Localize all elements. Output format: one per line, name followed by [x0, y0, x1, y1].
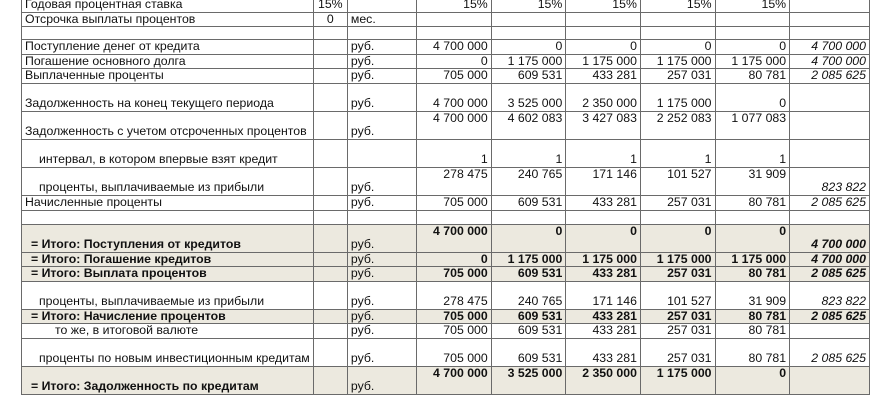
- period-1-cell[interactable]: [417, 12, 492, 27]
- total-cell[interactable]: 4 700 000: [790, 224, 870, 252]
- period-1-cell[interactable]: 0: [417, 252, 492, 267]
- initial-value-cell[interactable]: [313, 309, 347, 324]
- period-5-cell[interactable]: 80 781: [715, 267, 790, 282]
- period-4-cell[interactable]: 101 527: [640, 281, 715, 309]
- period-5-cell[interactable]: 0: [715, 40, 790, 55]
- row-label: = Итого: Выплата процентов: [31, 266, 207, 281]
- period-5-cell[interactable]: [715, 27, 790, 40]
- unit-cell[interactable]: [347, 27, 416, 40]
- period-3-cell[interactable]: 171 146: [566, 281, 641, 309]
- period-2-cell[interactable]: 1 175 000: [491, 252, 566, 267]
- row-label: проценты, выплачиваемые из прибыли: [39, 294, 265, 309]
- period-3-cell[interactable]: 171 146: [566, 167, 641, 195]
- initial-value-cell[interactable]: [313, 195, 347, 210]
- period-1-cell[interactable]: 705 000: [417, 338, 492, 366]
- period-4-cell[interactable]: 1 175 000: [640, 366, 715, 394]
- initial-value-cell[interactable]: [313, 167, 347, 195]
- unit-cell[interactable]: руб.: [347, 309, 416, 324]
- period-2-cell[interactable]: 0: [491, 40, 566, 55]
- total-cell[interactable]: [790, 111, 870, 139]
- period-3-cell[interactable]: [566, 12, 641, 27]
- initial-value-cell[interactable]: [313, 210, 347, 224]
- initial-value-cell[interactable]: [313, 139, 347, 167]
- row-label: Задолженность на конец текущего периода: [25, 96, 274, 111]
- total-loan-proceeds-row: [22, 224, 870, 252]
- period-5-cell[interactable]: 1: [715, 139, 790, 167]
- same-in-total-currency-row: [22, 324, 870, 339]
- row-label-cell[interactable]: [22, 83, 314, 111]
- row-label-cell[interactable]: [22, 281, 314, 309]
- period-5-cell[interactable]: 80 781: [715, 338, 790, 366]
- period-2-cell[interactable]: 609 531: [491, 324, 566, 339]
- row-label-cell[interactable]: [22, 167, 314, 195]
- period-5-cell[interactable]: 0: [715, 83, 790, 111]
- row-label: Погашение основного долга: [25, 54, 186, 68]
- period-3-cell[interactable]: [566, 27, 641, 40]
- period-5-cell[interactable]: 0: [715, 224, 790, 252]
- period-3-cell[interactable]: 1 175 000: [566, 54, 641, 69]
- period-4-cell[interactable]: 0: [640, 224, 715, 252]
- row-label-cell[interactable]: [22, 338, 314, 366]
- row-label: = Итого: Поступления от кредитов: [31, 236, 241, 251]
- total-debt-row: [22, 366, 870, 394]
- unit-cell[interactable]: руб.: [347, 69, 416, 84]
- row-label-cell[interactable]: [22, 27, 314, 40]
- row-label: = Итого: Погашение кредитов: [31, 252, 212, 266]
- total-cell[interactable]: 2 085 625: [790, 195, 870, 210]
- total-cell[interactable]: [790, 0, 870, 12]
- row-label: Начисленные проценты: [25, 195, 162, 209]
- period-3-cell[interactable]: 2 350 000: [566, 366, 641, 394]
- period-3-cell[interactable]: 433 281: [566, 195, 641, 210]
- row-label-cell[interactable]: [22, 0, 314, 12]
- unit-cell[interactable]: руб.: [347, 324, 416, 339]
- annual-rate-row: [22, 0, 870, 12]
- period-5-cell[interactable]: 0: [715, 366, 790, 394]
- unit-cell[interactable]: руб.: [347, 224, 416, 252]
- unit-cell[interactable]: руб.: [347, 366, 416, 394]
- period-2-cell[interactable]: 240 765: [491, 167, 566, 195]
- initial-value-cell[interactable]: [313, 83, 347, 111]
- period-1-cell[interactable]: 4 700 000: [417, 111, 492, 139]
- period-5-cell[interactable]: 80 781: [715, 195, 790, 210]
- row-label-cell[interactable]: [22, 40, 314, 55]
- row-label: интервал, в котором впервые взят кредит: [39, 152, 278, 167]
- row-label-cell[interactable]: [22, 267, 314, 282]
- period-1-cell[interactable]: 705 000: [417, 69, 492, 84]
- period-2-cell[interactable]: 240 765: [491, 281, 566, 309]
- period-4-cell[interactable]: 257 031: [640, 267, 715, 282]
- debt-end-of-period-row: [22, 83, 870, 111]
- total-cell[interactable]: [790, 27, 870, 40]
- row-label-cell[interactable]: [22, 54, 314, 69]
- row-label: то же, в итоговой валюте: [55, 323, 199, 338]
- interest-from-profit-row-2: [22, 281, 870, 309]
- period-3-cell[interactable]: 0: [566, 40, 641, 55]
- period-4-cell[interactable]: 15%: [640, 0, 715, 12]
- period-4-cell[interactable]: 2 252 083: [640, 111, 715, 139]
- total-loan-repayment-row: [22, 252, 870, 267]
- period-2-cell[interactable]: 15%: [491, 0, 566, 12]
- period-4-cell[interactable]: 257 031: [640, 309, 715, 324]
- period-4-cell[interactable]: 257 031: [640, 195, 715, 210]
- accrued-interest-row: [22, 195, 870, 210]
- initial-value-cell[interactable]: [313, 281, 347, 309]
- row-label-cell[interactable]: [22, 195, 314, 210]
- total-cell[interactable]: [790, 139, 870, 167]
- period-2-cell[interactable]: 3 525 000: [491, 83, 566, 111]
- total-cell[interactable]: 2 085 625: [790, 267, 870, 282]
- period-1-cell[interactable]: [417, 27, 492, 40]
- period-3-cell[interactable]: 433 281: [566, 309, 641, 324]
- period-1-cell[interactable]: 705 000: [417, 195, 492, 210]
- period-2-cell[interactable]: 1: [491, 139, 566, 167]
- period-3-cell[interactable]: 15%: [566, 0, 641, 12]
- period-3-cell[interactable]: [566, 210, 641, 224]
- total-cell[interactable]: 2 085 625: [790, 69, 870, 84]
- interest-deferral-row: [22, 12, 870, 27]
- period-3-cell[interactable]: 1 175 000: [566, 252, 641, 267]
- initial-value-cell[interactable]: [313, 69, 347, 84]
- total-cell[interactable]: [790, 210, 870, 224]
- unit-cell[interactable]: руб.: [347, 167, 416, 195]
- period-3-cell[interactable]: 3 427 083: [566, 111, 641, 139]
- total-cell[interactable]: [790, 83, 870, 111]
- initial-value-cell[interactable]: 15%: [313, 0, 347, 12]
- row-label: Выплаченные проценты: [25, 68, 164, 83]
- period-2-cell[interactable]: 609 531: [491, 69, 566, 84]
- period-5-cell[interactable]: 80 781: [715, 309, 790, 324]
- spreadsheet-table: [21, 0, 870, 395]
- period-2-cell[interactable]: 3 525 000: [491, 366, 566, 394]
- period-3-cell[interactable]: 0: [566, 224, 641, 252]
- period-4-cell[interactable]: [640, 12, 715, 27]
- row-label-cell[interactable]: [22, 12, 314, 27]
- period-4-cell[interactable]: 257 031: [640, 69, 715, 84]
- period-5-cell[interactable]: 1 077 083: [715, 111, 790, 139]
- blank-row: [22, 27, 870, 40]
- row-label-cell[interactable]: [22, 139, 314, 167]
- period-2-cell[interactable]: [491, 210, 566, 224]
- unit-cell[interactable]: [347, 139, 416, 167]
- unit-cell[interactable]: [347, 0, 416, 12]
- total-cell[interactable]: 4 700 000: [790, 252, 870, 267]
- initial-value-cell[interactable]: [313, 252, 347, 267]
- period-5-cell[interactable]: 80 781: [715, 69, 790, 84]
- period-3-cell[interactable]: 2 350 000: [566, 83, 641, 111]
- unit-cell[interactable]: руб.: [347, 40, 416, 55]
- total-cell[interactable]: 2 085 625: [790, 338, 870, 366]
- row-label-cell[interactable]: [22, 366, 314, 394]
- period-1-cell[interactable]: 705 000: [417, 267, 492, 282]
- period-2-cell[interactable]: [491, 27, 566, 40]
- period-3-cell[interactable]: 433 281: [566, 69, 641, 84]
- period-2-cell[interactable]: 609 531: [491, 267, 566, 282]
- row-label: Поступление денег от кредита: [25, 39, 200, 54]
- period-5-cell[interactable]: 80 781: [715, 324, 790, 339]
- period-4-cell[interactable]: 1 175 000: [640, 83, 715, 111]
- total-cell[interactable]: [790, 12, 870, 27]
- initial-value-cell[interactable]: [313, 27, 347, 40]
- first-loan-interval-row: [22, 139, 870, 167]
- period-5-cell[interactable]: 31 909: [715, 167, 790, 195]
- row-label: Годовая процентная ставка: [25, 0, 183, 11]
- row-label: = Итого: Начисление процентов: [31, 309, 226, 323]
- period-1-cell[interactable]: 278 475: [417, 167, 492, 195]
- period-1-cell[interactable]: 4 700 000: [417, 224, 492, 252]
- row-label-cell[interactable]: [22, 324, 314, 339]
- row-label-cell[interactable]: [22, 210, 314, 224]
- interest-paid-row: [22, 69, 870, 84]
- period-1-cell[interactable]: [417, 210, 492, 224]
- total-cell[interactable]: 823 822: [790, 167, 870, 195]
- period-2-cell[interactable]: 4 602 083: [491, 111, 566, 139]
- initial-value-cell[interactable]: [313, 324, 347, 339]
- unit-cell[interactable]: руб.: [347, 252, 416, 267]
- total-cell[interactable]: 823 822: [790, 281, 870, 309]
- initial-value-cell[interactable]: [313, 54, 347, 69]
- period-5-cell[interactable]: [715, 210, 790, 224]
- row-label-cell[interactable]: [22, 224, 314, 252]
- period-4-cell[interactable]: 1 175 000: [640, 54, 715, 69]
- unit-cell[interactable]: руб.: [347, 338, 416, 366]
- total-cell[interactable]: [790, 324, 870, 339]
- period-1-cell[interactable]: 4 700 000: [417, 40, 492, 55]
- unit-cell[interactable]: руб.: [347, 111, 416, 139]
- period-4-cell[interactable]: [640, 27, 715, 40]
- period-1-cell[interactable]: 4 700 000: [417, 366, 492, 394]
- unit-cell[interactable]: руб.: [347, 267, 416, 282]
- period-4-cell[interactable]: 101 527: [640, 167, 715, 195]
- initial-value-cell[interactable]: [313, 366, 347, 394]
- initial-value-cell[interactable]: [313, 338, 347, 366]
- initial-value-cell[interactable]: [313, 267, 347, 282]
- period-3-cell[interactable]: 433 281: [566, 338, 641, 366]
- unit-cell[interactable]: руб.: [347, 54, 416, 69]
- principal-repayment-row: [22, 54, 870, 69]
- period-3-cell[interactable]: 433 281: [566, 267, 641, 282]
- row-label-cell[interactable]: [22, 69, 314, 84]
- period-5-cell[interactable]: 15%: [715, 0, 790, 12]
- period-4-cell[interactable]: 257 031: [640, 338, 715, 366]
- new-investment-loan-interest-row: [22, 338, 870, 366]
- debt-with-deferred-interest-row: [22, 111, 870, 139]
- row-label-cell[interactable]: [22, 309, 314, 324]
- period-1-cell[interactable]: 705 000: [417, 324, 492, 339]
- unit-cell[interactable]: [347, 210, 416, 224]
- total-cell[interactable]: 2 085 625: [790, 309, 870, 324]
- period-2-cell[interactable]: 0: [491, 224, 566, 252]
- period-4-cell[interactable]: 0: [640, 40, 715, 55]
- period-2-cell[interactable]: [491, 12, 566, 27]
- row-label: Отсрочка выплаты процентов: [25, 12, 196, 26]
- period-2-cell[interactable]: 1 175 000: [491, 54, 566, 69]
- total-interest-accrual-row: [22, 309, 870, 324]
- period-1-cell[interactable]: 15%: [417, 0, 492, 12]
- total-cell[interactable]: 4 700 000: [790, 40, 870, 55]
- unit-cell[interactable]: руб.: [347, 195, 416, 210]
- period-2-cell[interactable]: 609 531: [491, 338, 566, 366]
- blank-row: [22, 210, 870, 224]
- period-5-cell[interactable]: 31 909: [715, 281, 790, 309]
- initial-value-cell[interactable]: [313, 224, 347, 252]
- row-label: проценты, выплачиваемые из прибыли: [39, 180, 265, 195]
- interest-from-profit-row: [22, 167, 870, 195]
- initial-value-cell[interactable]: [313, 111, 347, 139]
- row-label-cell[interactable]: [22, 252, 314, 267]
- period-4-cell[interactable]: [640, 210, 715, 224]
- unit-cell[interactable]: руб.: [347, 83, 416, 111]
- unit-cell[interactable]: руб.: [347, 281, 416, 309]
- period-1-cell[interactable]: 4 700 000: [417, 83, 492, 111]
- loan-proceeds-row: [22, 40, 870, 55]
- row-label: = Итого: Задолженность по кредитам: [31, 379, 259, 394]
- period-1-cell[interactable]: 705 000: [417, 309, 492, 324]
- period-2-cell[interactable]: 609 531: [491, 195, 566, 210]
- row-label: Задолженность с учетом отсроченных процентов: [25, 124, 307, 139]
- initial-value-cell[interactable]: 0: [313, 12, 347, 27]
- period-5-cell[interactable]: [715, 12, 790, 27]
- period-1-cell[interactable]: 278 475: [417, 281, 492, 309]
- total-cell[interactable]: [790, 366, 870, 394]
- period-4-cell[interactable]: 1: [640, 139, 715, 167]
- period-1-cell[interactable]: 0: [417, 54, 492, 69]
- period-4-cell[interactable]: 257 031: [640, 324, 715, 339]
- total-interest-payment-row: [22, 267, 870, 282]
- period-3-cell[interactable]: 433 281: [566, 324, 641, 339]
- period-5-cell[interactable]: 1 175 000: [715, 54, 790, 69]
- total-cell[interactable]: 4 700 000: [790, 54, 870, 69]
- row-label-cell[interactable]: [22, 111, 314, 139]
- period-3-cell[interactable]: 1: [566, 139, 641, 167]
- period-2-cell[interactable]: 609 531: [491, 309, 566, 324]
- period-4-cell[interactable]: 1 175 000: [640, 252, 715, 267]
- period-5-cell[interactable]: 1 175 000: [715, 252, 790, 267]
- initial-value-cell[interactable]: [313, 40, 347, 55]
- row-label: проценты по новым инвестиционным кредитам: [39, 351, 310, 366]
- unit-cell[interactable]: мес.: [347, 12, 416, 27]
- period-1-cell[interactable]: 1: [417, 139, 492, 167]
